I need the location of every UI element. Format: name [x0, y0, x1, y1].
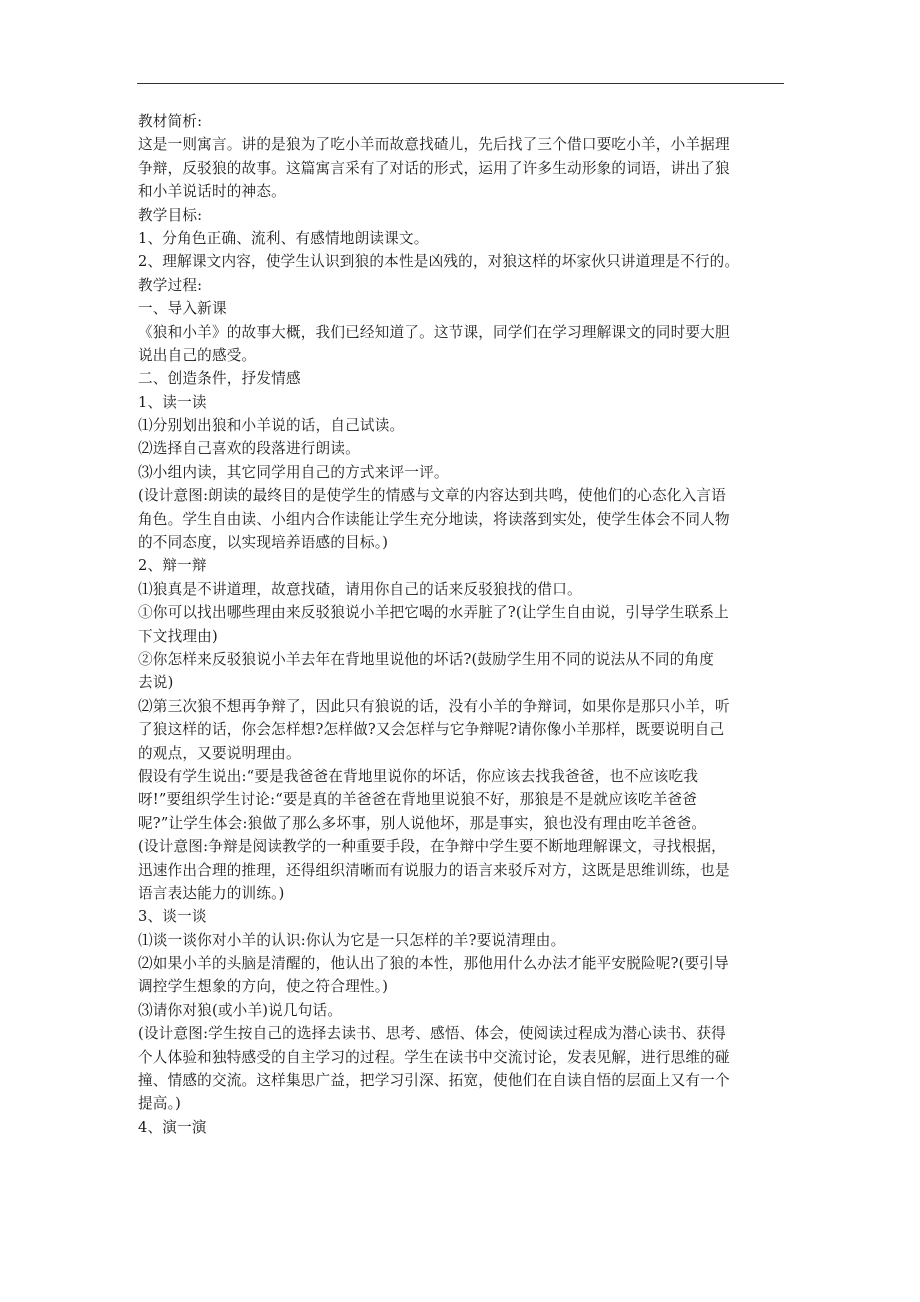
- document-body: [138, 110, 788, 1139]
- text-line: 和小羊说话时的神态。: [138, 183, 286, 201]
- text-line: 3、谈一谈: [138, 908, 207, 926]
- text-line: ⑶请你对狼(或小羊)说几句话。: [138, 1001, 343, 1019]
- text-line: 争辩，反驳狼的故事。这篇寓言采有了对话的形式，运用了许多生动形象的词语，讲出了狼: [138, 159, 730, 177]
- text-line: 2、辩一辩: [138, 557, 207, 575]
- text-line: 教学过程:: [138, 276, 203, 294]
- text-line: 教材简析:: [138, 113, 203, 130]
- text-line: 一、导入新课: [138, 300, 227, 318]
- text-line: 呢?”让学生体会:狼做了那么多坏事，别人说他坏，那是事实，狼也没有理由吃羊爸爸。: [138, 814, 707, 832]
- text-line: ⑵如果小羊的头脑是清醒的，他认出了狼的本性，那他用什么办法才能平安脱险呢?(要引导: [138, 955, 729, 973]
- text-line: 下文找理由): [138, 627, 218, 645]
- text-line: 撞、情感的交流。这样集思广益，把学习引深、拓宽，使他们在自读自悟的层面上又有一个: [138, 1072, 730, 1090]
- text-line: (设计意图:争辩是阅读教学的一种重要手段，在争辩中学生要不断地理解课文，寻找根据，: [138, 838, 726, 856]
- text-line: ⑴狼真是不讲道理，故意找碴，请用你自己的话来反驳狼找的借口。: [138, 580, 582, 598]
- text-line: 4、演一演: [138, 1118, 207, 1136]
- text-line: 个人体验和独特感受的自主学习的过程。学生在读书中交流讨论，发表见解，进行思维的碰: [138, 1048, 730, 1066]
- text-line: ⑵第三次狼不想再争辩了，因此只有狼说的话，没有小羊的争辩词，如果你是那只小羊，听: [138, 697, 730, 715]
- text-line: 这是一则寓言。讲的是狼为了吃小羊而故意找碴儿，先后找了三个借口要吃小羊，小羊据理: [138, 136, 730, 154]
- header-rule: [137, 83, 784, 84]
- text-line: 去说): [138, 674, 174, 692]
- text-line: 角色。学生自由读、小组内合作读能让学生充分地读，将读落到实处，使学生体会不同人物: [138, 510, 730, 528]
- text-line: 的不同态度，以实现培养语感的目标。): [138, 534, 389, 552]
- text-line: 1、读一读: [138, 393, 207, 411]
- text-line: 提高。): [138, 1095, 181, 1113]
- text-line: 教学目标:: [138, 206, 203, 224]
- text-line: (设计意图:学生按自己的选择去读书、思考、感悟、体会，使阅读过程成为潜心读书、获得: [138, 1025, 726, 1043]
- text-line: ⑴谈一谈你对小羊的认识:你认为它是一只怎样的羊?要说清理由。: [138, 931, 566, 949]
- text-line: 《狼和小羊》的故事大概，我们已经知道了。这节课，同学们在学习理解课文的同时要大胆: [138, 323, 730, 341]
- text-line: 调控学生想象的方向，使之符合理性。): [138, 978, 389, 996]
- text-line: ①你可以找出哪些理由来反驳狼说小羊把它喝的水弄脏了?(让学生自由说，引导学生联系上: [138, 604, 729, 622]
- text-line: ⑶小组内读，其它同学用自己的方式来评一评。: [138, 463, 449, 481]
- text-line: 语言表达能力的训练。): [138, 884, 285, 902]
- text-line: ⑵选择自己喜欢的段落进行朗读。: [138, 440, 360, 458]
- text-line: 假设有学生说出:“要是我爸爸在背地里说你的坏话，你应该去找我爸爸，也不应该吃我: [138, 767, 699, 785]
- text-line: 二、创造条件，抒发情感: [138, 370, 301, 388]
- text-line: 的观点，又要说明理由。: [138, 744, 301, 762]
- text-line: 了狼这样的话，你会怎样想?怎样做?又会怎样与它争辩呢?请你像小羊那样，既要说明自己: [138, 721, 725, 739]
- text-line: ②你怎样来反驳狼说小羊去年在背地里说他的坏话?(鼓励学生用不同的说法从不同的角度: [138, 650, 715, 668]
- text-line: 2、理解课文内容，使学生认识到狼的本性是凶残的，对狼这样的坏家伙只讲道理是不行的。: [138, 253, 740, 271]
- text-line: 说出自己的感受。: [138, 346, 257, 364]
- text-line: (设计意图:朗读的最终目的是使学生的情感与文章的内容达到共鸣，使他们的心态化入言语: [138, 487, 726, 505]
- text-line: 1、分角色正确、流利、有感情地朗读课文。: [138, 229, 429, 247]
- text-line: 呀!”要组织学生讨论:“要是真的羊爸爸在背地里说狼不好，那狼是不是就应该吃羊爸爸: [138, 791, 698, 809]
- text-line: ⑴分别划出狼和小羊说的话，自己试读。: [138, 417, 405, 435]
- text-line: 迅速作出合理的推理，还得组织清晰而有说服力的语言来驳斥对方，这既是思维训练，也是: [138, 861, 730, 879]
